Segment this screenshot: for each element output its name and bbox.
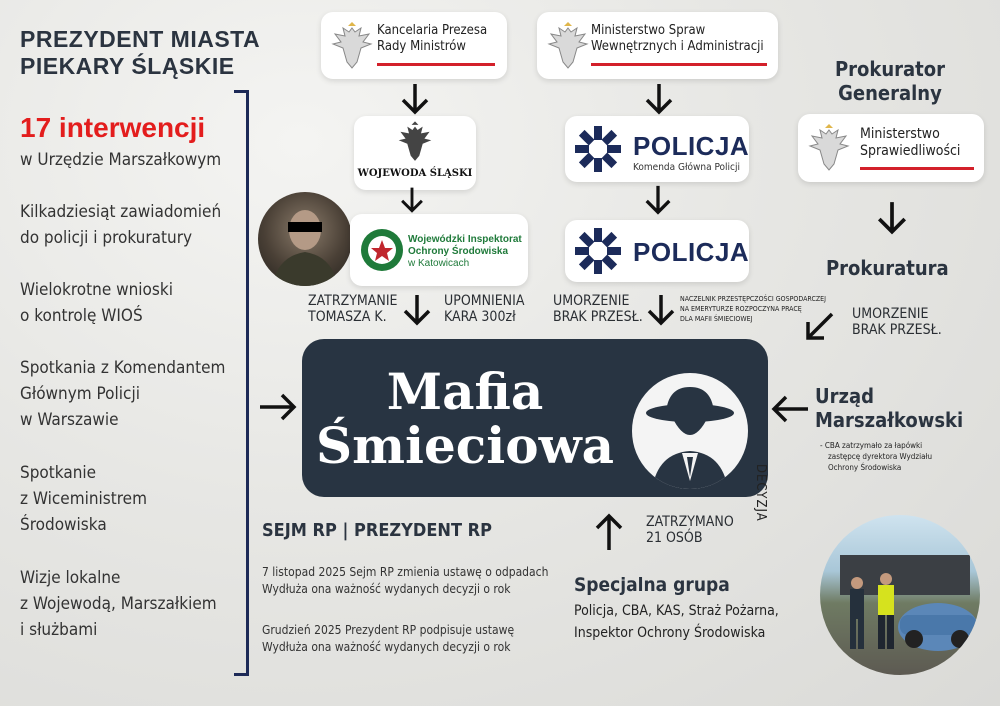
ms-name-line1: Ministerstwo — [860, 126, 940, 142]
note-line: NA EMERYTURZE ROZPOCZYNA PRACĘ — [680, 305, 802, 313]
grupa-members — [574, 600, 779, 644]
grupa-heading: Specjalna grupa — [574, 574, 730, 596]
arrow-down-left-icon — [802, 310, 836, 344]
person-silhouette-icon — [258, 192, 352, 286]
arrow-down-icon — [644, 293, 678, 327]
note-line: 7 listopad 2025 Sejm RP zmienia ustawę o odpadach — [262, 565, 549, 579]
left-heading-line1: PREZYDENT MIASTA — [20, 26, 261, 52]
decyzja-label — [752, 464, 768, 524]
sejm-heading: SEJM RP | PREZYDENT RP — [262, 520, 492, 541]
mswia-card — [537, 12, 778, 79]
note-line: Ochrony Środowiska — [828, 463, 902, 472]
arrow-left-icon — [770, 392, 810, 426]
label-line: TOMASZA K. — [308, 309, 387, 325]
prokurator-line1: Prokurator — [834, 57, 946, 81]
kprm-name-line1: Kancelaria Prezesa — [377, 23, 488, 38]
note-line: Wydłuża ona ważność wydanych decyzji o rok — [262, 640, 511, 654]
label-line: UMORZENIE — [553, 293, 630, 309]
arrow-down-icon — [398, 186, 426, 214]
left-item-vice-minister — [20, 460, 147, 538]
police-scene-icon — [820, 515, 980, 675]
mswia-name-line2: Wewnętrznych i Administracji — [591, 39, 764, 54]
policja-kgp-card — [565, 116, 749, 182]
wios-card — [350, 214, 528, 286]
gangster-silhouette-icon — [632, 373, 748, 489]
note-line: - CBA zatrzymało za łapówki — [820, 441, 923, 450]
label-line: BRAK PRZESŁ. — [852, 322, 942, 338]
policja-kgp-title: POLICJA — [633, 131, 750, 161]
ms-name-line2: Sprawiedliwości — [860, 143, 961, 159]
wojewoda-label: WOJEWODA ŚLĄSKI — [357, 168, 473, 179]
wios-line3: w Katowicach — [408, 258, 470, 269]
kgp-subtitle: Komenda Główna Policji — [633, 162, 740, 173]
sejm-note — [262, 564, 548, 598]
prezydent-note — [262, 622, 514, 656]
arrow-down-icon — [398, 82, 432, 116]
mafia-box — [302, 339, 768, 497]
arrow-down-icon — [400, 293, 434, 327]
arrow-down-icon — [642, 82, 676, 116]
left-heading — [20, 26, 260, 80]
ms-card — [798, 114, 984, 182]
arrow-down-icon — [874, 200, 910, 236]
eagle-emblem-icon — [808, 124, 850, 172]
zatrzymanie-label — [308, 293, 397, 325]
urzad-line2: Marszałkowski — [815, 408, 964, 432]
eagle-emblem-icon — [547, 22, 589, 70]
note-line: Grudzień 2025 Prezydent RP podpisuje ustawę — [262, 623, 515, 637]
wios-line2: Ochrony Środowiska — [408, 246, 509, 257]
umorzenie-middle-label — [553, 293, 643, 325]
grupa-line1: Policja, CBA, KAS, Straż Pożarna, — [574, 603, 779, 619]
left-item-line: z Wiceministrem — [20, 489, 147, 509]
decyzja-text: DECYZJA — [753, 464, 768, 522]
arrow-up-icon — [592, 512, 626, 552]
label-line: 21 OSÓB — [646, 530, 703, 546]
zatrzymano-label — [646, 514, 734, 546]
left-item-line: Spotkania z Komendantem — [20, 358, 226, 378]
left-item-line: do policji i prokuratury — [20, 228, 193, 248]
mafia-title-line2: Śmieciowa — [315, 416, 615, 475]
label-line: ZATRZYMANIE — [308, 293, 398, 309]
interventions-count: 17 interwencji — [20, 112, 206, 143]
person-photo — [258, 192, 352, 286]
arrow-right-icon — [258, 390, 298, 424]
label-line: KARA 300zł — [444, 309, 516, 325]
policja-title: POLICJA — [633, 237, 750, 267]
upomnienia-label — [444, 293, 524, 325]
left-item-line: Wielokrotne wnioski — [20, 280, 173, 300]
note-line: Wydłuża ona ważność wydanych decyzji o rok — [262, 582, 511, 596]
police-star-icon — [573, 124, 623, 174]
umorzenie-right-label — [852, 306, 942, 338]
left-item-line: Kilkadziesiąt zawiadomień — [20, 202, 222, 222]
left-item-notifications — [20, 199, 221, 251]
prokurator-generalny — [790, 57, 990, 105]
left-item-line: Spotkanie — [20, 463, 97, 483]
kprm-name-line2: Rady Ministrów — [377, 39, 466, 54]
left-item-police-meetings — [20, 355, 225, 433]
arrow-down-icon — [642, 184, 674, 216]
grupa-line2: Inspektor Ochrony Środowiska — [574, 625, 766, 641]
label-line: BRAK PRZESŁ. — [553, 309, 643, 325]
red-underline — [591, 63, 767, 66]
police-action-photo — [820, 515, 980, 675]
urzad-line1: Urząd — [815, 384, 874, 408]
left-item-line: Wizje lokalne — [20, 568, 121, 588]
red-underline — [377, 63, 495, 66]
note-line: DLA MAFII ŚMIECIOWEJ — [680, 315, 753, 323]
left-item-line: Środowiska — [20, 515, 107, 535]
wojewoda-card — [354, 116, 476, 190]
left-bracket — [234, 90, 249, 676]
left-heading-line2: PIEKARY ŚLĄSKIE — [20, 53, 235, 79]
prokuratura-label: Prokuratura — [826, 256, 949, 280]
interventions-place: w Urzędzie Marszałkowym — [20, 150, 222, 170]
label-line: ZATRZYMANO — [646, 514, 734, 530]
mafia-title-line1: Mafia — [386, 362, 544, 421]
red-underline — [860, 167, 974, 170]
kprm-card — [321, 12, 507, 79]
prokurator-line2: Generalny — [838, 81, 942, 105]
eagle-emblem-icon — [331, 22, 373, 70]
cba-note — [820, 440, 932, 473]
label-line: UPOMNIENIA — [444, 293, 525, 309]
police-star-icon — [573, 226, 623, 276]
urzad-marszalkowski — [815, 384, 963, 432]
left-item-line: Głównym Policji — [20, 384, 140, 404]
note-line: zastępcę dyrektora Wydziału — [828, 452, 933, 461]
gangster-circle — [632, 373, 748, 489]
policja-card — [565, 220, 749, 282]
left-item-site-visits — [20, 565, 217, 643]
left-item-line: z Wojewodą, Marszałkiem — [20, 594, 217, 614]
left-item-line: w Warszawie — [20, 410, 119, 430]
label-line: UMORZENIE — [852, 306, 929, 322]
mswia-name-line1: Ministerstwo Spraw — [591, 23, 706, 38]
left-item-wios-requests — [20, 277, 173, 329]
eagle-emblem-icon — [397, 120, 433, 164]
note-line: NACZELNIK PRZESTĘPCZOŚCI GOSPODARCZEJ — [680, 295, 826, 303]
left-item-line: o kontrolę WIOŚ — [20, 306, 143, 326]
left-item-line: i służbami — [20, 620, 98, 640]
wios-logo-icon — [360, 228, 404, 272]
wios-line1: Wojewódzki Inspektorat — [408, 234, 522, 245]
